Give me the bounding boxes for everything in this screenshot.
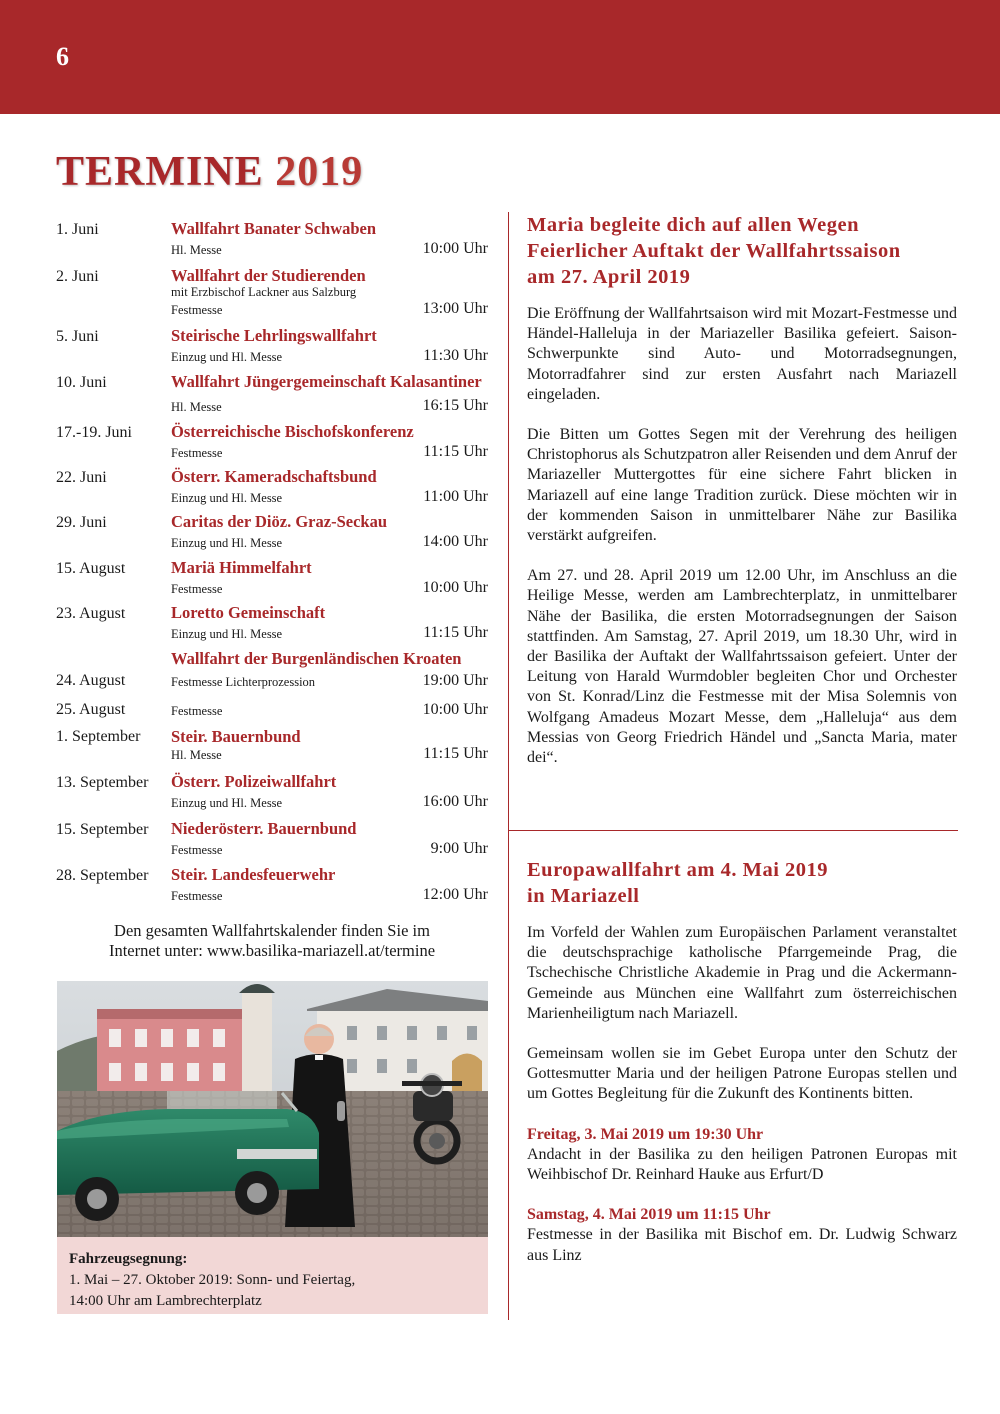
event-detail: Einzug und Hl. Messe — [171, 491, 283, 505]
article-paragraph: Am 27. und 28. April 2019 um 12.00 Uhr, im Anschluss an die Heilige Messe, werden am Lambrechterplatz, in unmittelbarer Nähe der Basilika, die ersten Motorradsegnungen der Saison stattfinden. Am Samstag, 27. April 2019, um 18.30 Uhr, wird in der Basilika der Auftakt der Wallfahrtssaison gefeiert. Unter der Leitung von Harald Wurmdobler begleiten Chor und Orchester von St. Konrad/Linz die Festmesse mit der Misa Solemnis von Wolfgang Amadeus Mozart Messe, dem „Halleluja“ aus dem Messias von Georg Friedrich Händel und „Sancta Maria, mater dei“. — [527, 567, 957, 767]
event-time: 11:00 Uhr — [423, 488, 488, 505]
event-subtitle: mit Erzbischof Lackner aus Salzburg — [171, 285, 357, 299]
event-item — [56, 724, 488, 768]
event-title: Mariä Himmelfahrt — [171, 558, 312, 577]
calendar-note-link: Internet unter: www.basilika-mariazell.at/termine — [108, 941, 436, 960]
article-paragraph: Gemeinsam wollen sie im Gebet Europa unter den Schutz der Gottesmutter Maria und der heiligen Patrone Europas stellen und um Gottes Begleitung für die Zukunft des Kontinents bitten. — [527, 1045, 957, 1103]
event-detail: Einzug und Hl. Messe — [171, 536, 283, 550]
event-title: Wallfahrt der Studierenden — [171, 266, 366, 285]
article-season-opening — [527, 212, 957, 768]
event-title: Steirische Lehrlingswallfahrt — [171, 326, 377, 345]
heading-line: Europawallfahrt am 4. Mai 2019 — [527, 859, 829, 881]
event-item — [56, 816, 488, 860]
event-item — [56, 555, 488, 599]
event-time: 11:30 Uhr — [423, 347, 488, 364]
event-item — [56, 862, 488, 906]
event-subheading: Samstag, 4. Mai 2019 um 11:15 Uhr — [527, 1206, 771, 1224]
event-item — [56, 646, 488, 670]
event-time: 10:00 Uhr — [422, 240, 488, 257]
article-paragraph: Festmesse in der Basilika mit Bischof em. Dr. Ludwig Schwarz aus Linz — [527, 1226, 957, 1264]
event-item — [56, 698, 488, 724]
event-detail: Einzug und Hl. Messe — [171, 627, 283, 641]
event-date: 13. September — [56, 774, 149, 791]
caption-heading: Fahrzeugsegnung: — [69, 1251, 188, 1267]
event-title: Steir. Landesfeuerwehr — [171, 865, 336, 884]
page-title — [56, 148, 363, 196]
column-divider — [508, 830, 509, 1320]
event-detail: Festmesse — [171, 843, 223, 857]
event-item — [56, 263, 488, 319]
article-paragraph: Die Eröffnung der Wallfahrtsaison wird mit Mozart-Festmesse und Händel-Halleluja in der Mariazeller Basilika gefeiert. Saison-Schwerpunkte sind Auto- und Motorradsegnungen, Motorradfahrer sind zur ersten Ausfahrt nach Mariazell eingeladen. — [527, 305, 957, 403]
photo-vehicle-blessing — [57, 981, 488, 1237]
event-subheading: Freitag, 3. Mai 2019 um 19:30 Uhr — [527, 1125, 764, 1143]
event-time: 13:00 Uhr — [422, 300, 488, 317]
event-time: 14:00 Uhr — [422, 533, 488, 550]
event-item — [56, 669, 488, 695]
event-time: 19:00 Uhr — [422, 672, 488, 689]
event-detail: Hl. Messe — [171, 243, 222, 257]
event-title: Österr. Polizeiwallfahrt — [171, 772, 337, 791]
event-item — [56, 369, 488, 419]
event-time: 11:15 Uhr — [423, 624, 488, 641]
column-divider — [508, 212, 509, 830]
article-paragraph: Im Vorfeld der Wahlen zum Europäischen Parlament veranstaltet die deutschsprachige katholische Pfarrgemeinde Prag, die Tschechische Christliche Akademie in Prag und die Ackermann-Gemeinde aus München eine Wallfahrt zum österreichischen Marienheiligtum nach Mariazell. — [527, 924, 957, 1022]
event-detail: Festmesse — [171, 446, 223, 460]
event-title: Österreichische Bischofskonferenz — [171, 422, 414, 441]
caption-line: 1. Mai – 27. Oktober 2019: Sonn- und Feiertag, — [69, 1272, 356, 1288]
event-date: 15. August — [56, 560, 126, 577]
page-title-year: 2019 — [275, 149, 364, 195]
event-date: 22. Juni — [56, 469, 107, 486]
event-detail: Festmesse — [171, 889, 223, 903]
page-number: 6 — [56, 42, 69, 71]
event-time: 11:15 Uhr — [423, 443, 488, 460]
event-date: 28. September — [56, 867, 149, 884]
event-detail: Hl. Messe — [171, 748, 222, 762]
event-title: Wallfahrt Banater Schwaben — [171, 219, 377, 238]
calendar-note — [56, 921, 488, 961]
event-time: 16:15 Uhr — [422, 397, 488, 414]
event-time: 10:00 Uhr — [422, 701, 488, 718]
event-detail: Festmesse — [171, 704, 223, 718]
caption-line: 14:00 Uhr am Lambrechterplatz — [69, 1293, 262, 1309]
event-title: Steir. Bauernbund — [171, 727, 301, 746]
event-time: 11:15 Uhr — [423, 745, 488, 762]
event-item — [56, 419, 488, 463]
page-title-main: TERMINE — [56, 149, 264, 195]
article-heading — [527, 212, 957, 290]
photo-caption — [57, 1237, 488, 1314]
article-europe-pilgrimage — [527, 857, 957, 1266]
event-title: Niederösterr. Bauernbund — [171, 819, 357, 838]
event-item — [56, 216, 488, 260]
event-title: Loretto Gemeinschaft — [171, 603, 326, 622]
event-title: Wallfahrt der Burgenländischen Kroaten — [171, 649, 462, 668]
event-item — [56, 769, 488, 813]
event-title: Wallfahrt Jüngergemeinschaft Kalasantiner — [171, 372, 482, 391]
event-date: 24. August — [56, 672, 126, 689]
header-bar — [0, 0, 1000, 114]
event-item — [56, 464, 488, 508]
event-detail: Festmesse Lichterprozession — [171, 675, 316, 689]
event-item — [56, 509, 488, 553]
section-divider — [508, 830, 958, 831]
event-time: 9:00 Uhr — [430, 840, 488, 857]
event-date: 25. August — [56, 701, 126, 718]
calendar-note-line: Den gesamten Wallfahrtskalender finden Sie im — [114, 921, 430, 940]
heading-line: am 27. April 2019 — [527, 266, 691, 288]
event-item — [56, 323, 488, 367]
event-detail: Einzug und Hl. Messe — [171, 350, 283, 364]
heading-line: Maria begleite dich auf allen Wegen — [527, 214, 859, 236]
event-time: 16:00 Uhr — [422, 793, 488, 810]
event-date: 1. Juni — [56, 221, 99, 238]
event-time: 12:00 Uhr — [422, 886, 488, 903]
event-date: 10. Juni — [56, 374, 107, 391]
event-date: 2. Juni — [56, 268, 99, 285]
heading-line: in Mariazell — [527, 885, 640, 907]
event-date: 23. August — [56, 605, 126, 622]
event-item — [56, 600, 488, 644]
event-time: 10:00 Uhr — [422, 579, 488, 596]
article-heading — [527, 857, 957, 909]
heading-line: Feierlicher Auftakt der Wallfahrtssaison — [527, 240, 901, 262]
event-detail: Einzug und Hl. Messe — [171, 796, 283, 810]
event-date: 1. September — [56, 728, 141, 745]
event-detail: Festmesse — [171, 582, 223, 596]
event-detail: Hl. Messe — [171, 400, 222, 414]
event-date: 29. Juni — [56, 514, 107, 531]
event-detail: Festmesse — [171, 303, 223, 317]
event-date: 5. Juni — [56, 328, 99, 345]
event-title: Österr. Kameradschaftsbund — [171, 467, 377, 486]
event-title: Caritas der Diöz. Graz-Seckau — [171, 512, 387, 531]
article-paragraph: Die Bitten um Gottes Segen mit der Verehrung des heiligen Christophorus als Schutzpatron aller Reisenden und dem Anruf der Mariazeller Muttergottes für eine sichere Fahrt blicken in Mariazell auf eine lange Tradition zurück. Diese möchten wir in der kommenden Saison in unmittelbarer Nähe zur Basilika verstärkt aufgreifen. — [527, 426, 957, 545]
event-date: 17.-19. Juni — [56, 424, 132, 441]
article-paragraph: Andacht in der Basilika zu den heiligen Patronen Europas mit Weihbischof Dr. Reinhard Hauke aus Erfurt/D — [527, 1145, 957, 1184]
event-date: 15. September — [56, 821, 149, 838]
